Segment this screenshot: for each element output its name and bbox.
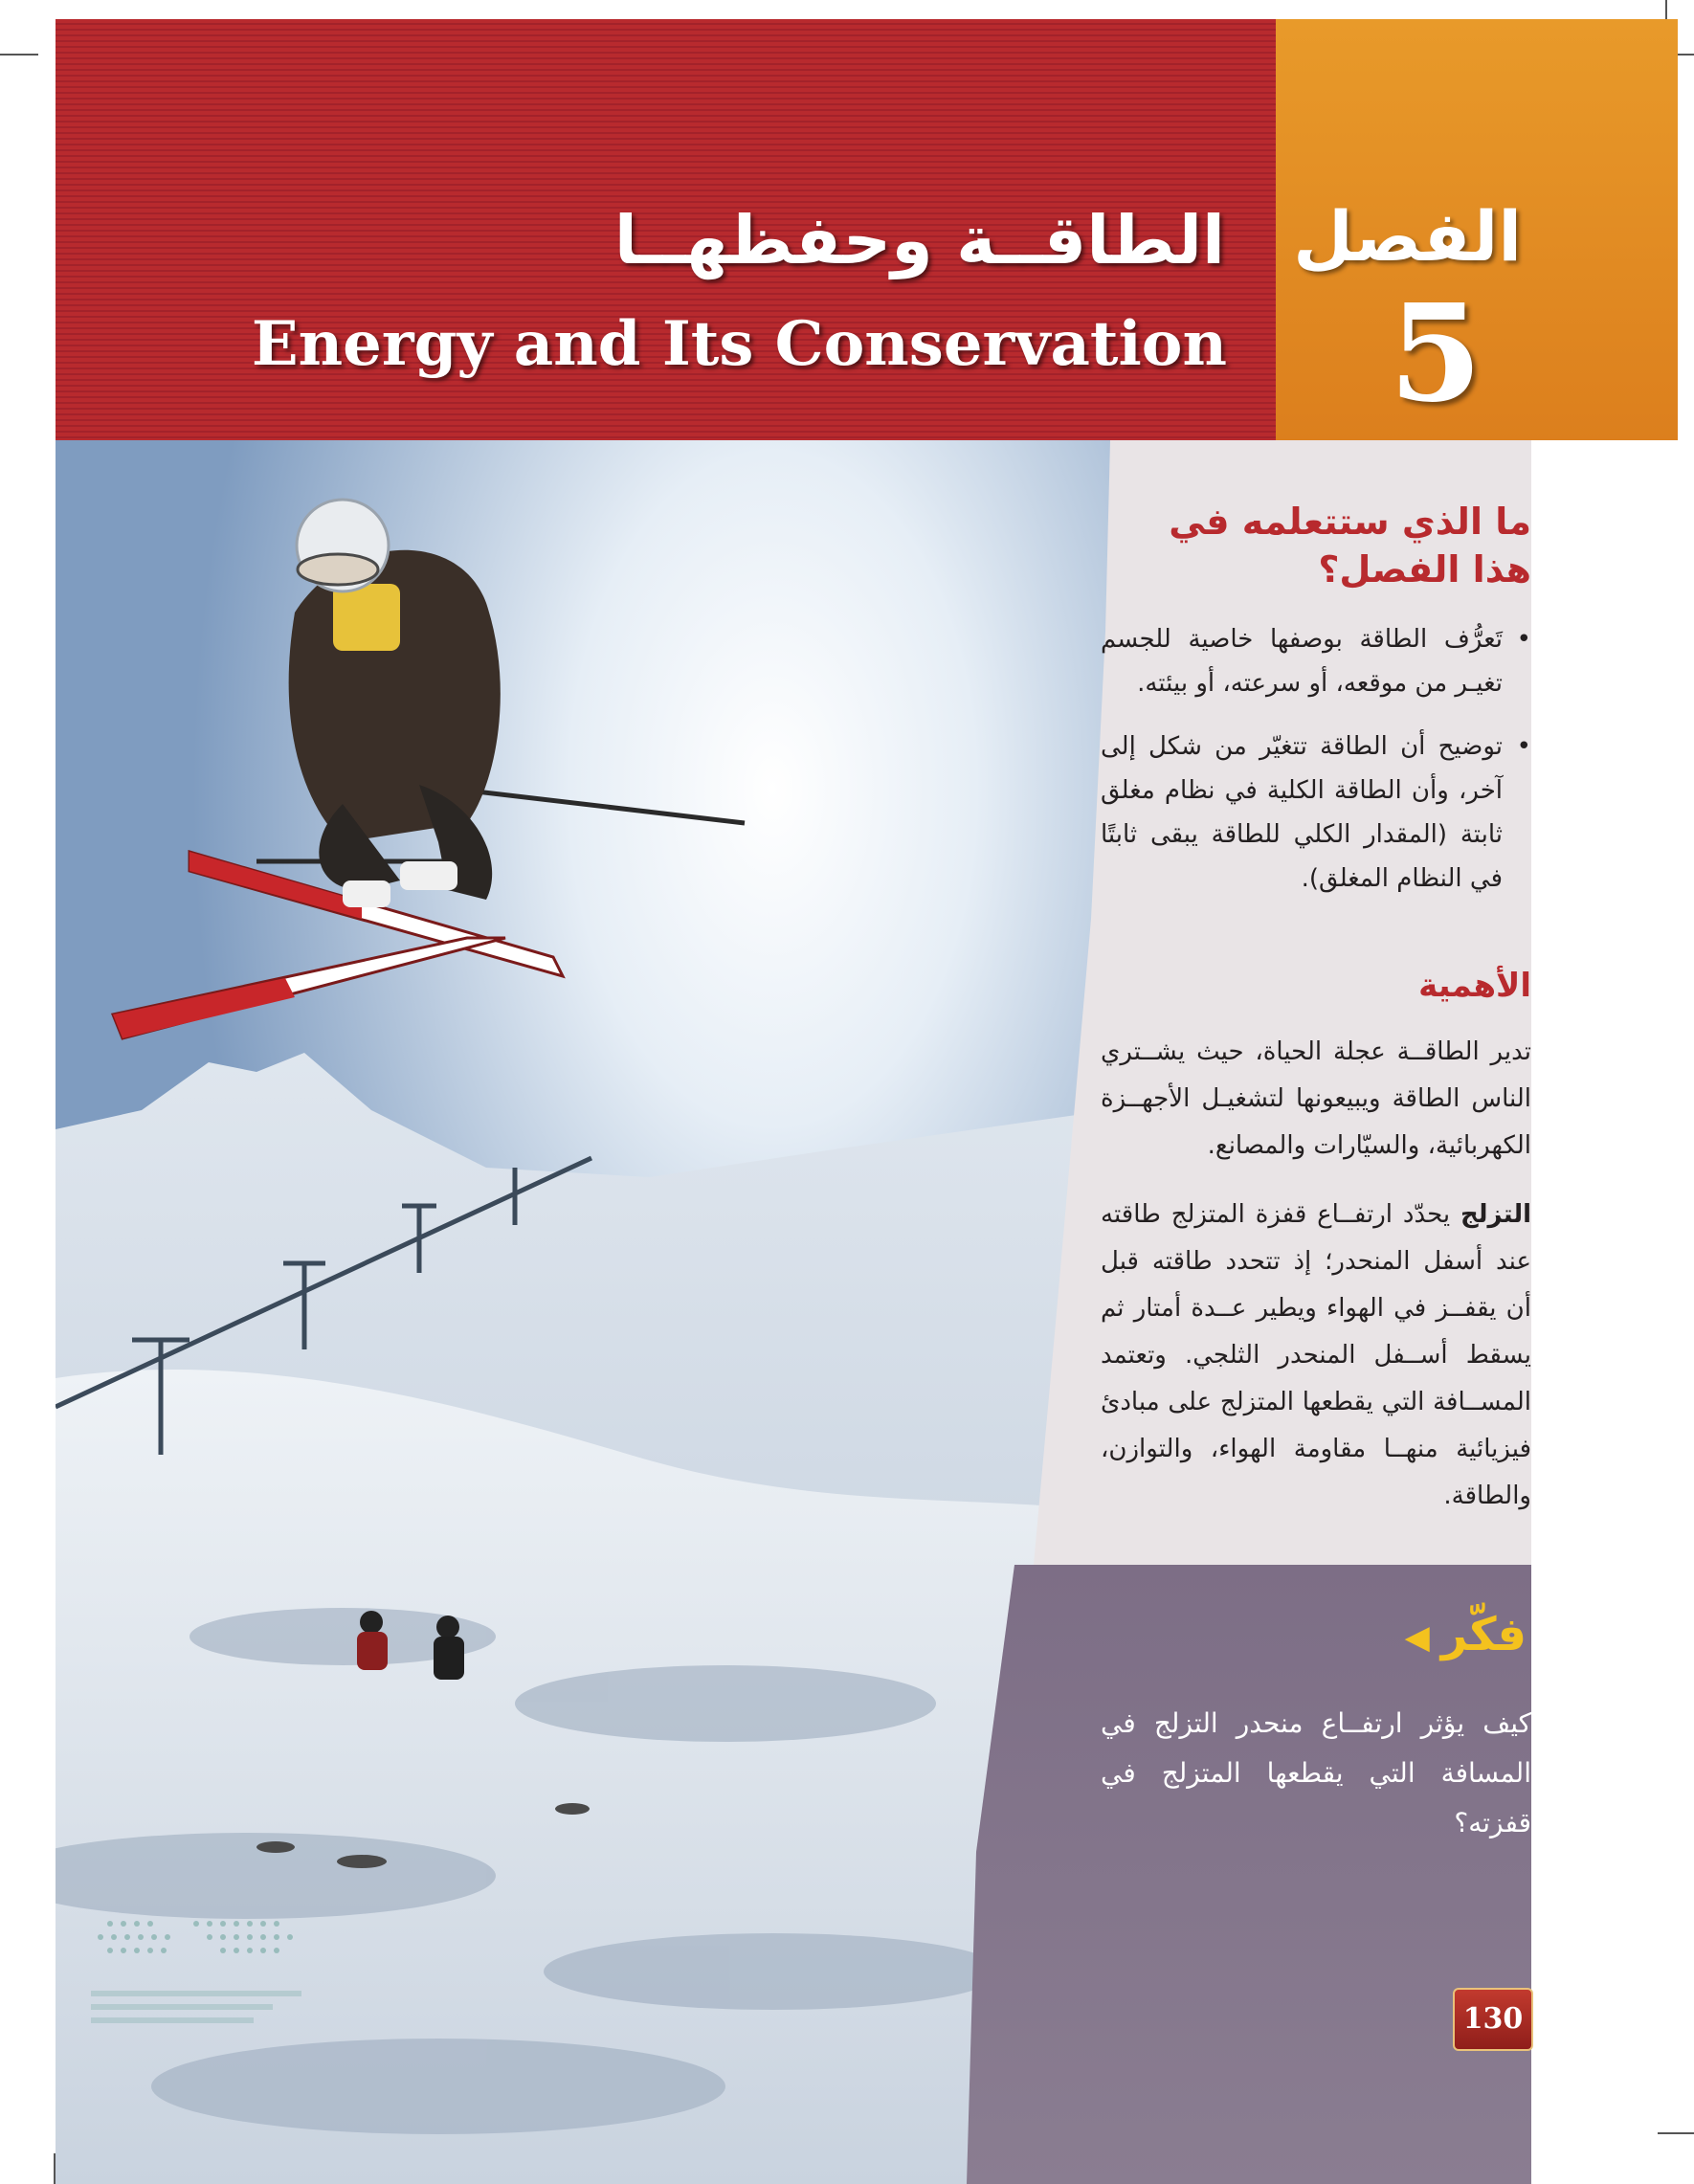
chapter-number: 5 xyxy=(1389,276,1482,433)
importance-heading: الأهمية xyxy=(1418,967,1531,1005)
list-item: • تَعرُّف الطاقة بوصفها خاصية للجسم تغيـر من موقعه، أو سرعته، أو بيئته. xyxy=(1101,617,1531,705)
triangle-left-icon: ◀ xyxy=(1404,1618,1430,1657)
skiing-paragraph xyxy=(1101,1192,1531,1520)
think-question: كيف يؤثر ارتفــاع منحدر التزلج في المسافة التي يقطعها المتزلج في قفزته؟ xyxy=(1101,1707,1531,1839)
crop-mark xyxy=(1658,2132,1694,2134)
skiing-text: يحدّد ارتفــاع قفزة المتزلج طاقته عند أسفل المنحدر؛ إذ تتحدد طاقته قبل أن يقفــز في الهواء ويطير عــدة أمتار ثم يسقط أســفل المنحدر الثلجي. وتعتمد المســافة التي يقطعها المتزلج على مبادئ فيزيائية منهــا مقاومة الهواء، والتوازن، والطاقة. xyxy=(1101,1200,1531,1510)
publisher-logo xyxy=(91,1914,301,2033)
crop-mark xyxy=(0,54,38,56)
think-heading xyxy=(1405,1608,1527,1661)
importance-body: تدير الطاقــة عجلة الحياة، حيث يشــتري الناس الطاقة ويبيعونها لتشغيـل الأجهــزة الكهربائية، والسيّارات والمصانع. xyxy=(1101,1037,1531,1160)
list-item: • توضيح أن الطاقة تتغيّر من شكل إلى آخر، وأن الطاقة الكلية في نظام مغلق ثابتة (المقدار الكلي للطاقة يبقى ثابتًا في النظام المغلق). xyxy=(1101,724,1531,901)
skiing-term: التزلج xyxy=(1460,1200,1531,1229)
think-label: فكّر xyxy=(1440,1608,1527,1661)
chapter-title-english: Energy and Its Conservation xyxy=(251,308,1227,380)
learning-goals-list xyxy=(1101,617,1531,901)
chapter-title-arabic: الطاقــة وحفظهــا xyxy=(613,201,1225,279)
learn-heading: ما الذي ستتعلمه في هذا الفصل؟ xyxy=(1169,501,1531,591)
page-number: 130 xyxy=(1453,1988,1533,2051)
chapter-label: الفصل xyxy=(1293,196,1522,277)
